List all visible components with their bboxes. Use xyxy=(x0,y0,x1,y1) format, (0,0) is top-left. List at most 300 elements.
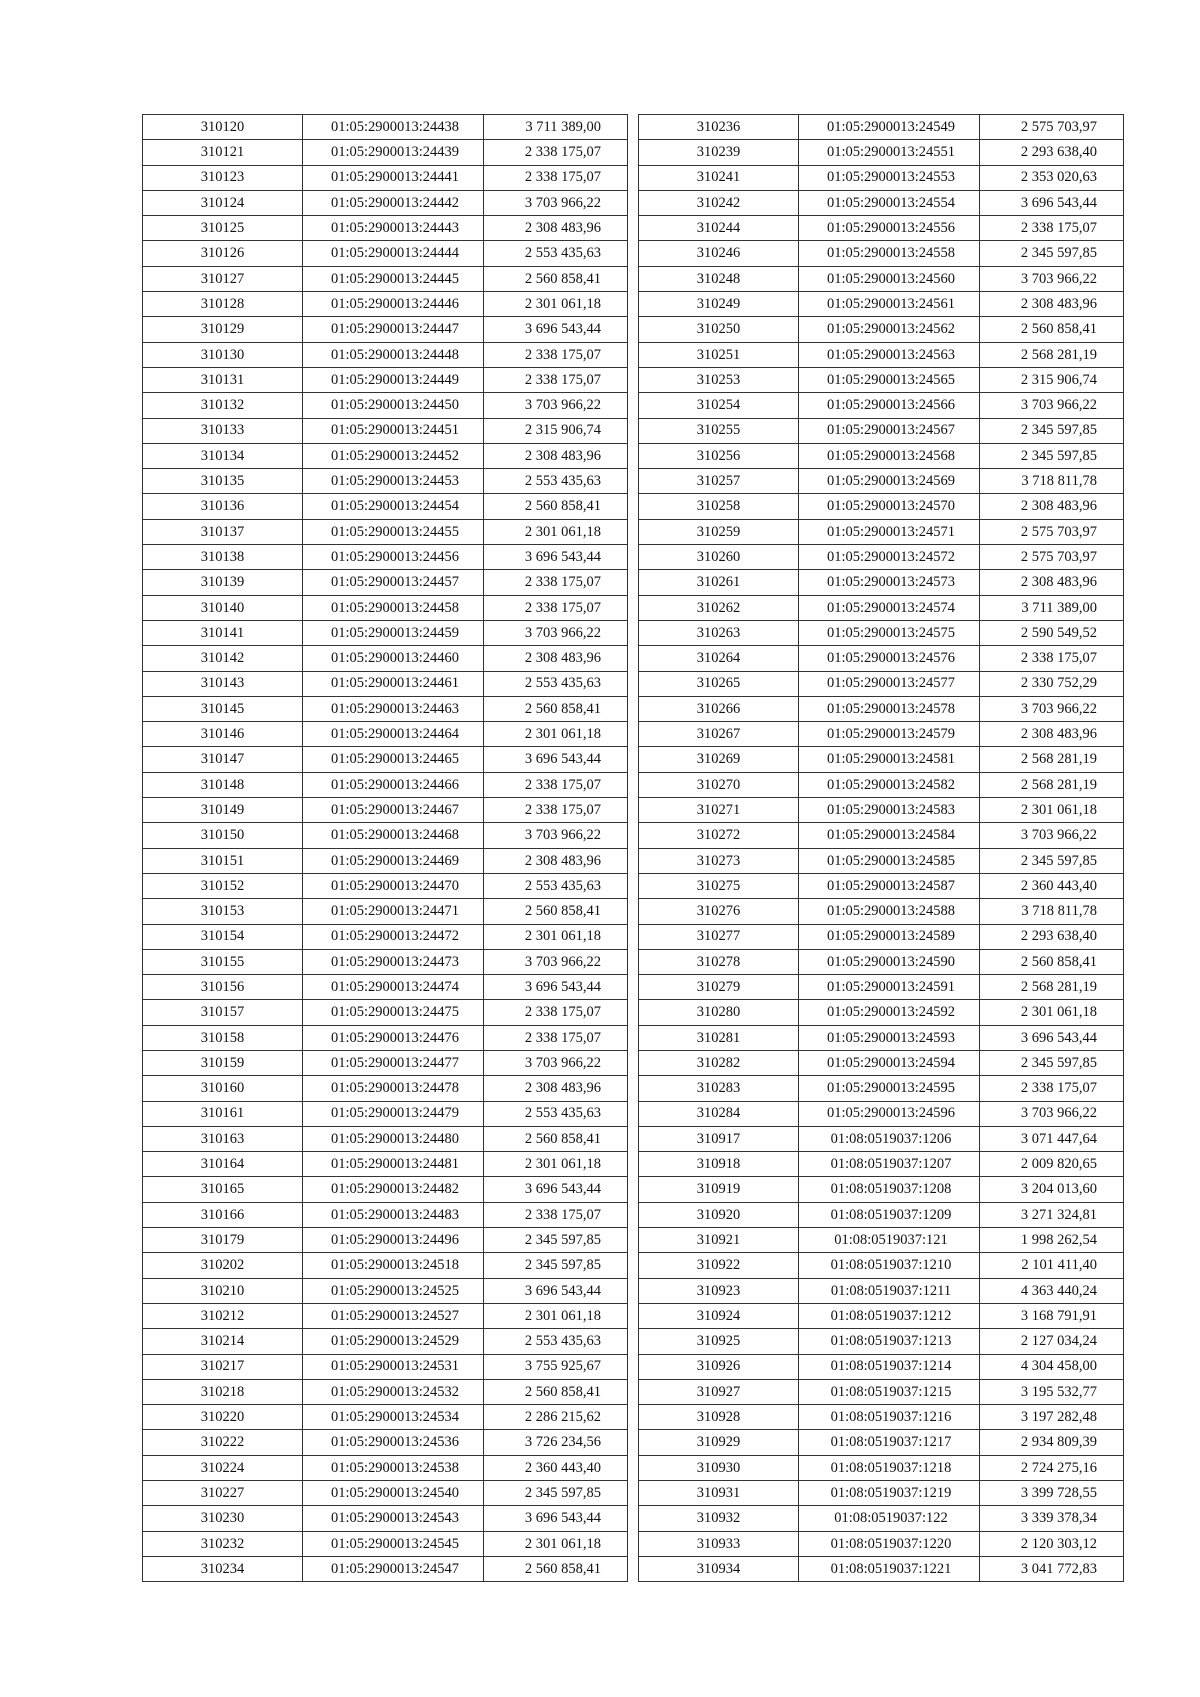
cadastral-number-cell: 01:05:2900013:24480 xyxy=(303,1126,484,1151)
table-row xyxy=(639,1126,1124,1151)
record-number-cell: 310160 xyxy=(143,1076,303,1101)
table-row xyxy=(639,367,1124,392)
record-number-cell: 310278 xyxy=(639,949,799,974)
value-cell: 2 560 858,41 xyxy=(484,696,628,721)
table-row xyxy=(143,469,628,494)
table-row xyxy=(143,443,628,468)
table-row xyxy=(143,342,628,367)
table-row xyxy=(639,1228,1124,1253)
value-cell: 2 301 061,18 xyxy=(484,1152,628,1177)
table-row xyxy=(143,292,628,317)
value-cell: 2 338 175,07 xyxy=(484,798,628,823)
value-cell: 2 575 703,97 xyxy=(980,115,1124,140)
table-row xyxy=(143,1379,628,1404)
table-row xyxy=(143,696,628,721)
cadastral-number-cell: 01:05:2900013:24473 xyxy=(303,949,484,974)
table-row xyxy=(639,620,1124,645)
cadastral-number-cell: 01:05:2900013:24479 xyxy=(303,1101,484,1126)
cadastral-number-cell: 01:05:2900013:24468 xyxy=(303,823,484,848)
cadastral-number-cell: 01:05:2900013:24561 xyxy=(799,292,980,317)
record-number-cell: 310230 xyxy=(143,1506,303,1531)
record-number-cell: 310259 xyxy=(639,519,799,544)
value-cell: 2 301 061,18 xyxy=(484,1303,628,1328)
value-cell: 3 703 966,22 xyxy=(980,696,1124,721)
table-row xyxy=(143,671,628,696)
value-cell: 3 696 543,44 xyxy=(484,545,628,570)
record-number-cell: 310147 xyxy=(143,747,303,772)
record-number-cell: 310269 xyxy=(639,747,799,772)
record-number-cell: 310220 xyxy=(143,1405,303,1430)
table-row xyxy=(143,1000,628,1025)
record-number-cell: 310148 xyxy=(143,772,303,797)
cadastral-number-cell: 01:05:2900013:24563 xyxy=(799,342,980,367)
table-row xyxy=(143,1202,628,1227)
cadastral-number-cell: 01:05:2900013:24592 xyxy=(799,1000,980,1025)
table-row xyxy=(143,545,628,570)
record-number-cell: 310929 xyxy=(639,1430,799,1455)
value-cell: 2 308 483,96 xyxy=(484,216,628,241)
value-cell: 2 560 858,41 xyxy=(484,1126,628,1151)
value-cell: 2 338 175,07 xyxy=(484,1025,628,1050)
cadastral-number-cell: 01:05:2900013:24590 xyxy=(799,949,980,974)
record-number-cell: 310126 xyxy=(143,241,303,266)
cadastral-number-cell: 01:05:2900013:24438 xyxy=(303,115,484,140)
cadastral-number-cell: 01:05:2900013:24567 xyxy=(799,418,980,443)
table-row xyxy=(639,418,1124,443)
value-cell: 2 308 483,96 xyxy=(484,848,628,873)
table-row xyxy=(639,1025,1124,1050)
value-cell: 3 755 925,67 xyxy=(484,1354,628,1379)
table-row xyxy=(143,1101,628,1126)
table-row xyxy=(639,1556,1124,1581)
value-cell: 2 560 858,41 xyxy=(484,494,628,519)
cadastral-number-cell: 01:05:2900013:24449 xyxy=(303,367,484,392)
value-cell: 3 726 234,56 xyxy=(484,1430,628,1455)
value-cell: 1 998 262,54 xyxy=(980,1228,1124,1253)
cadastral-number-cell: 01:08:0519037:1208 xyxy=(799,1177,980,1202)
cadastral-table-left xyxy=(142,114,628,1582)
value-cell: 2 560 858,41 xyxy=(484,266,628,291)
value-cell: 3 718 811,78 xyxy=(980,899,1124,924)
record-number-cell: 310256 xyxy=(639,443,799,468)
cadastral-number-cell: 01:05:2900013:24445 xyxy=(303,266,484,291)
table-row xyxy=(143,494,628,519)
table-row xyxy=(639,1430,1124,1455)
value-cell: 2 560 858,41 xyxy=(484,1379,628,1404)
table-row xyxy=(143,317,628,342)
cadastral-number-cell: 01:05:2900013:24534 xyxy=(303,1405,484,1430)
table-row xyxy=(143,798,628,823)
value-cell: 2 301 061,18 xyxy=(484,1531,628,1556)
value-cell: 2 338 175,07 xyxy=(484,1000,628,1025)
value-cell: 3 195 532,77 xyxy=(980,1379,1124,1404)
cadastral-number-cell: 01:05:2900013:24575 xyxy=(799,620,980,645)
cadastral-number-cell: 01:05:2900013:24587 xyxy=(799,873,980,898)
record-number-cell: 310179 xyxy=(143,1228,303,1253)
cadastral-number-cell: 01:05:2900013:24545 xyxy=(303,1531,484,1556)
record-number-cell: 310146 xyxy=(143,722,303,747)
table-row xyxy=(143,1076,628,1101)
cadastral-number-cell: 01:05:2900013:24551 xyxy=(799,140,980,165)
table-row xyxy=(639,1050,1124,1075)
cadastral-number-cell: 01:05:2900013:24591 xyxy=(799,975,980,1000)
value-cell: 2 338 175,07 xyxy=(484,342,628,367)
table-row xyxy=(639,671,1124,696)
record-number-cell: 310928 xyxy=(639,1405,799,1430)
cadastral-number-cell: 01:05:2900013:24482 xyxy=(303,1177,484,1202)
value-cell: 2 553 435,63 xyxy=(484,873,628,898)
value-cell: 3 197 282,48 xyxy=(980,1405,1124,1430)
record-number-cell: 310156 xyxy=(143,975,303,1000)
record-number-cell: 310135 xyxy=(143,469,303,494)
value-cell: 3 696 543,44 xyxy=(484,317,628,342)
table-row xyxy=(639,1329,1124,1354)
value-cell: 3 339 378,34 xyxy=(980,1506,1124,1531)
cadastral-number-cell: 01:05:2900013:24454 xyxy=(303,494,484,519)
value-cell: 2 330 752,29 xyxy=(980,671,1124,696)
cadastral-number-cell: 01:05:2900013:24554 xyxy=(799,190,980,215)
table-row xyxy=(639,873,1124,898)
cadastral-number-cell: 01:05:2900013:24461 xyxy=(303,671,484,696)
table-row xyxy=(143,1303,628,1328)
record-number-cell: 310143 xyxy=(143,671,303,696)
value-cell: 3 271 324,81 xyxy=(980,1202,1124,1227)
value-cell: 2 338 175,07 xyxy=(484,570,628,595)
table-row xyxy=(143,975,628,1000)
record-number-cell: 310282 xyxy=(639,1050,799,1075)
cadastral-number-cell: 01:05:2900013:24447 xyxy=(303,317,484,342)
cadastral-number-cell: 01:08:0519037:1221 xyxy=(799,1556,980,1581)
value-cell: 2 308 483,96 xyxy=(980,722,1124,747)
table-row xyxy=(143,1177,628,1202)
value-cell: 2 345 597,85 xyxy=(484,1481,628,1506)
cadastral-number-cell: 01:05:2900013:24532 xyxy=(303,1379,484,1404)
cadastral-number-cell: 01:05:2900013:24439 xyxy=(303,140,484,165)
cadastral-number-cell: 01:05:2900013:24594 xyxy=(799,1050,980,1075)
record-number-cell: 310246 xyxy=(639,241,799,266)
table-row xyxy=(639,1253,1124,1278)
record-number-cell: 310273 xyxy=(639,848,799,873)
value-cell: 2 360 443,40 xyxy=(980,873,1124,898)
value-cell: 3 703 966,22 xyxy=(980,1101,1124,1126)
value-cell: 3 696 543,44 xyxy=(484,975,628,1000)
value-cell: 2 553 435,63 xyxy=(484,671,628,696)
value-cell: 2 575 703,97 xyxy=(980,519,1124,544)
cadastral-number-cell: 01:05:2900013:24456 xyxy=(303,545,484,570)
value-cell: 3 703 966,22 xyxy=(980,393,1124,418)
table-row xyxy=(639,342,1124,367)
table-body xyxy=(143,115,628,1582)
value-cell: 3 703 966,22 xyxy=(484,190,628,215)
record-number-cell: 310141 xyxy=(143,620,303,645)
table-row xyxy=(639,1354,1124,1379)
record-number-cell: 310255 xyxy=(639,418,799,443)
value-cell: 2 301 061,18 xyxy=(484,292,628,317)
cadastral-number-cell: 01:05:2900013:24478 xyxy=(303,1076,484,1101)
record-number-cell: 310275 xyxy=(639,873,799,898)
cadastral-number-cell: 01:05:2900013:24569 xyxy=(799,469,980,494)
cadastral-number-cell: 01:08:0519037:1219 xyxy=(799,1481,980,1506)
cadastral-number-cell: 01:05:2900013:24442 xyxy=(303,190,484,215)
value-cell: 2 560 858,41 xyxy=(980,317,1124,342)
value-cell: 2 553 435,63 xyxy=(484,1101,628,1126)
table-row xyxy=(639,1506,1124,1531)
table-row xyxy=(639,1455,1124,1480)
record-number-cell: 310157 xyxy=(143,1000,303,1025)
table-row xyxy=(639,140,1124,165)
value-cell: 2 338 175,07 xyxy=(484,165,628,190)
cadastral-number-cell: 01:05:2900013:24463 xyxy=(303,696,484,721)
table-row xyxy=(143,519,628,544)
cadastral-number-cell: 01:05:2900013:24543 xyxy=(303,1506,484,1531)
cadastral-number-cell: 01:05:2900013:24593 xyxy=(799,1025,980,1050)
table-row xyxy=(143,1430,628,1455)
table-row xyxy=(143,1025,628,1050)
cadastral-number-cell: 01:05:2900013:24566 xyxy=(799,393,980,418)
cadastral-number-cell: 01:08:0519037:1217 xyxy=(799,1430,980,1455)
record-number-cell: 310276 xyxy=(639,899,799,924)
table-row xyxy=(639,848,1124,873)
table-row xyxy=(639,1481,1124,1506)
value-cell: 2 338 175,07 xyxy=(484,1202,628,1227)
table-row xyxy=(639,266,1124,291)
cadastral-number-cell: 01:05:2900013:24448 xyxy=(303,342,484,367)
value-cell: 3 703 966,22 xyxy=(484,823,628,848)
cadastral-number-cell: 01:05:2900013:24475 xyxy=(303,1000,484,1025)
value-cell: 2 120 303,12 xyxy=(980,1531,1124,1556)
record-number-cell: 310920 xyxy=(639,1202,799,1227)
value-cell: 2 301 061,18 xyxy=(484,924,628,949)
record-number-cell: 310932 xyxy=(639,1506,799,1531)
cadastral-number-cell: 01:05:2900013:24573 xyxy=(799,570,980,595)
table-row xyxy=(143,848,628,873)
value-cell: 3 696 543,44 xyxy=(484,747,628,772)
value-cell: 2 308 483,96 xyxy=(484,646,628,671)
value-cell: 3 696 543,44 xyxy=(484,1177,628,1202)
table-row xyxy=(143,595,628,620)
table-row xyxy=(639,1000,1124,1025)
table-row xyxy=(143,646,628,671)
table-row xyxy=(639,1405,1124,1430)
value-cell: 2 338 175,07 xyxy=(484,772,628,797)
cadastral-number-cell: 01:05:2900013:24571 xyxy=(799,519,980,544)
value-cell: 2 338 175,07 xyxy=(980,216,1124,241)
value-cell: 2 553 435,63 xyxy=(484,1329,628,1354)
record-number-cell: 310161 xyxy=(143,1101,303,1126)
record-number-cell: 310249 xyxy=(639,292,799,317)
cadastral-number-cell: 01:05:2900013:24565 xyxy=(799,367,980,392)
table-row xyxy=(639,317,1124,342)
value-cell: 2 293 638,40 xyxy=(980,924,1124,949)
cadastral-number-cell: 01:05:2900013:24527 xyxy=(303,1303,484,1328)
cadastral-number-cell: 01:05:2900013:24596 xyxy=(799,1101,980,1126)
value-cell: 3 718 811,78 xyxy=(980,469,1124,494)
record-number-cell: 310921 xyxy=(639,1228,799,1253)
record-number-cell: 310153 xyxy=(143,899,303,924)
record-number-cell: 310212 xyxy=(143,1303,303,1328)
table-row xyxy=(639,443,1124,468)
table-row xyxy=(639,772,1124,797)
record-number-cell: 310124 xyxy=(143,190,303,215)
record-number-cell: 310218 xyxy=(143,1379,303,1404)
cadastral-number-cell: 01:05:2900013:24531 xyxy=(303,1354,484,1379)
value-cell: 3 711 389,00 xyxy=(980,595,1124,620)
record-number-cell: 310267 xyxy=(639,722,799,747)
value-cell: 3 696 543,44 xyxy=(484,1506,628,1531)
table-row xyxy=(639,1303,1124,1328)
table-row xyxy=(639,519,1124,544)
value-cell: 2 009 820,65 xyxy=(980,1152,1124,1177)
record-number-cell: 310131 xyxy=(143,367,303,392)
record-number-cell: 310214 xyxy=(143,1329,303,1354)
table-row xyxy=(639,570,1124,595)
record-number-cell: 310241 xyxy=(639,165,799,190)
record-number-cell: 310261 xyxy=(639,570,799,595)
table-row xyxy=(143,1354,628,1379)
value-cell: 3 703 966,22 xyxy=(484,1050,628,1075)
value-cell: 3 399 728,55 xyxy=(980,1481,1124,1506)
record-number-cell: 310271 xyxy=(639,798,799,823)
cadastral-number-cell: 01:05:2900013:24579 xyxy=(799,722,980,747)
value-cell: 2 308 483,96 xyxy=(980,494,1124,519)
record-number-cell: 310924 xyxy=(639,1303,799,1328)
table-row xyxy=(143,899,628,924)
record-number-cell: 310164 xyxy=(143,1152,303,1177)
cadastral-number-cell: 01:05:2900013:24471 xyxy=(303,899,484,924)
cadastral-number-cell: 01:05:2900013:24476 xyxy=(303,1025,484,1050)
record-number-cell: 310262 xyxy=(639,595,799,620)
record-number-cell: 310927 xyxy=(639,1379,799,1404)
cadastral-number-cell: 01:05:2900013:24595 xyxy=(799,1076,980,1101)
record-number-cell: 310149 xyxy=(143,798,303,823)
value-cell: 2 568 281,19 xyxy=(980,975,1124,1000)
record-number-cell: 310922 xyxy=(639,1253,799,1278)
table-row xyxy=(143,140,628,165)
table-row xyxy=(639,1531,1124,1556)
table-row xyxy=(143,747,628,772)
value-cell: 2 338 175,07 xyxy=(484,140,628,165)
cadastral-number-cell: 01:05:2900013:24588 xyxy=(799,899,980,924)
cadastral-number-cell: 01:08:0519037:1212 xyxy=(799,1303,980,1328)
value-cell: 2 345 597,85 xyxy=(980,1050,1124,1075)
table-row xyxy=(639,595,1124,620)
cadastral-number-cell: 01:05:2900013:24467 xyxy=(303,798,484,823)
table-row xyxy=(639,1202,1124,1227)
value-cell: 3 703 966,22 xyxy=(980,823,1124,848)
value-cell: 4 363 440,24 xyxy=(980,1278,1124,1303)
record-number-cell: 310265 xyxy=(639,671,799,696)
table-row xyxy=(143,1278,628,1303)
table-row xyxy=(639,1379,1124,1404)
record-number-cell: 310933 xyxy=(639,1531,799,1556)
record-number-cell: 310137 xyxy=(143,519,303,544)
record-number-cell: 310138 xyxy=(143,545,303,570)
cadastral-number-cell: 01:08:0519037:1211 xyxy=(799,1278,980,1303)
cadastral-number-cell: 01:05:2900013:24458 xyxy=(303,595,484,620)
cadastral-number-cell: 01:05:2900013:24568 xyxy=(799,443,980,468)
table-row xyxy=(143,1152,628,1177)
record-number-cell: 310139 xyxy=(143,570,303,595)
record-number-cell: 310244 xyxy=(639,216,799,241)
table-row xyxy=(143,1126,628,1151)
record-number-cell: 310121 xyxy=(143,140,303,165)
cadastral-number-cell: 01:08:0519037:122 xyxy=(799,1506,980,1531)
record-number-cell: 310155 xyxy=(143,949,303,974)
cadastral-number-cell: 01:08:0519037:1207 xyxy=(799,1152,980,1177)
value-cell: 3 696 543,44 xyxy=(484,1278,628,1303)
cadastral-number-cell: 01:05:2900013:24572 xyxy=(799,545,980,570)
table-row xyxy=(143,1455,628,1480)
table-row xyxy=(143,216,628,241)
table-row xyxy=(143,241,628,266)
value-cell: 3 168 791,91 xyxy=(980,1303,1124,1328)
value-cell: 2 345 597,85 xyxy=(484,1228,628,1253)
record-number-cell: 310222 xyxy=(143,1430,303,1455)
value-cell: 2 568 281,19 xyxy=(980,772,1124,797)
table-row xyxy=(639,494,1124,519)
cadastral-number-cell: 01:05:2900013:24583 xyxy=(799,798,980,823)
table-row xyxy=(143,1405,628,1430)
value-cell: 2 286 215,62 xyxy=(484,1405,628,1430)
value-cell: 2 575 703,97 xyxy=(980,545,1124,570)
table-row xyxy=(143,190,628,215)
cadastral-table-right xyxy=(638,114,1124,1582)
record-number-cell: 310134 xyxy=(143,443,303,468)
value-cell: 2 345 597,85 xyxy=(484,1253,628,1278)
table-row xyxy=(143,1050,628,1075)
record-number-cell: 310263 xyxy=(639,620,799,645)
record-number-cell: 310166 xyxy=(143,1202,303,1227)
record-number-cell: 310210 xyxy=(143,1278,303,1303)
value-cell: 2 338 175,07 xyxy=(484,595,628,620)
record-number-cell: 310136 xyxy=(143,494,303,519)
table-row xyxy=(143,1253,628,1278)
record-number-cell: 310142 xyxy=(143,646,303,671)
table-row xyxy=(143,949,628,974)
record-number-cell: 310151 xyxy=(143,848,303,873)
record-number-cell: 310217 xyxy=(143,1354,303,1379)
value-cell: 2 568 281,19 xyxy=(980,342,1124,367)
record-number-cell: 310919 xyxy=(639,1177,799,1202)
value-cell: 3 703 966,22 xyxy=(484,620,628,645)
table-row xyxy=(143,393,628,418)
value-cell: 2 345 597,85 xyxy=(980,241,1124,266)
record-number-cell: 310258 xyxy=(639,494,799,519)
value-cell: 3 071 447,64 xyxy=(980,1126,1124,1151)
cadastral-number-cell: 01:05:2900013:24536 xyxy=(303,1430,484,1455)
record-number-cell: 310260 xyxy=(639,545,799,570)
record-number-cell: 310918 xyxy=(639,1152,799,1177)
record-number-cell: 310145 xyxy=(143,696,303,721)
value-cell: 2 301 061,18 xyxy=(980,798,1124,823)
cadastral-number-cell: 01:08:0519037:1210 xyxy=(799,1253,980,1278)
cadastral-number-cell: 01:08:0519037:1216 xyxy=(799,1405,980,1430)
table-row xyxy=(143,1329,628,1354)
record-number-cell: 310280 xyxy=(639,1000,799,1025)
value-cell: 3 703 966,22 xyxy=(484,949,628,974)
record-number-cell: 310150 xyxy=(143,823,303,848)
value-cell: 3 703 966,22 xyxy=(980,266,1124,291)
cadastral-number-cell: 01:05:2900013:24589 xyxy=(799,924,980,949)
value-cell: 2 338 175,07 xyxy=(980,1076,1124,1101)
record-number-cell: 310159 xyxy=(143,1050,303,1075)
record-number-cell: 310917 xyxy=(639,1126,799,1151)
value-cell: 2 345 597,85 xyxy=(980,443,1124,468)
record-number-cell: 310202 xyxy=(143,1253,303,1278)
value-cell: 3 696 543,44 xyxy=(980,1025,1124,1050)
table-row xyxy=(143,722,628,747)
table-row xyxy=(639,924,1124,949)
